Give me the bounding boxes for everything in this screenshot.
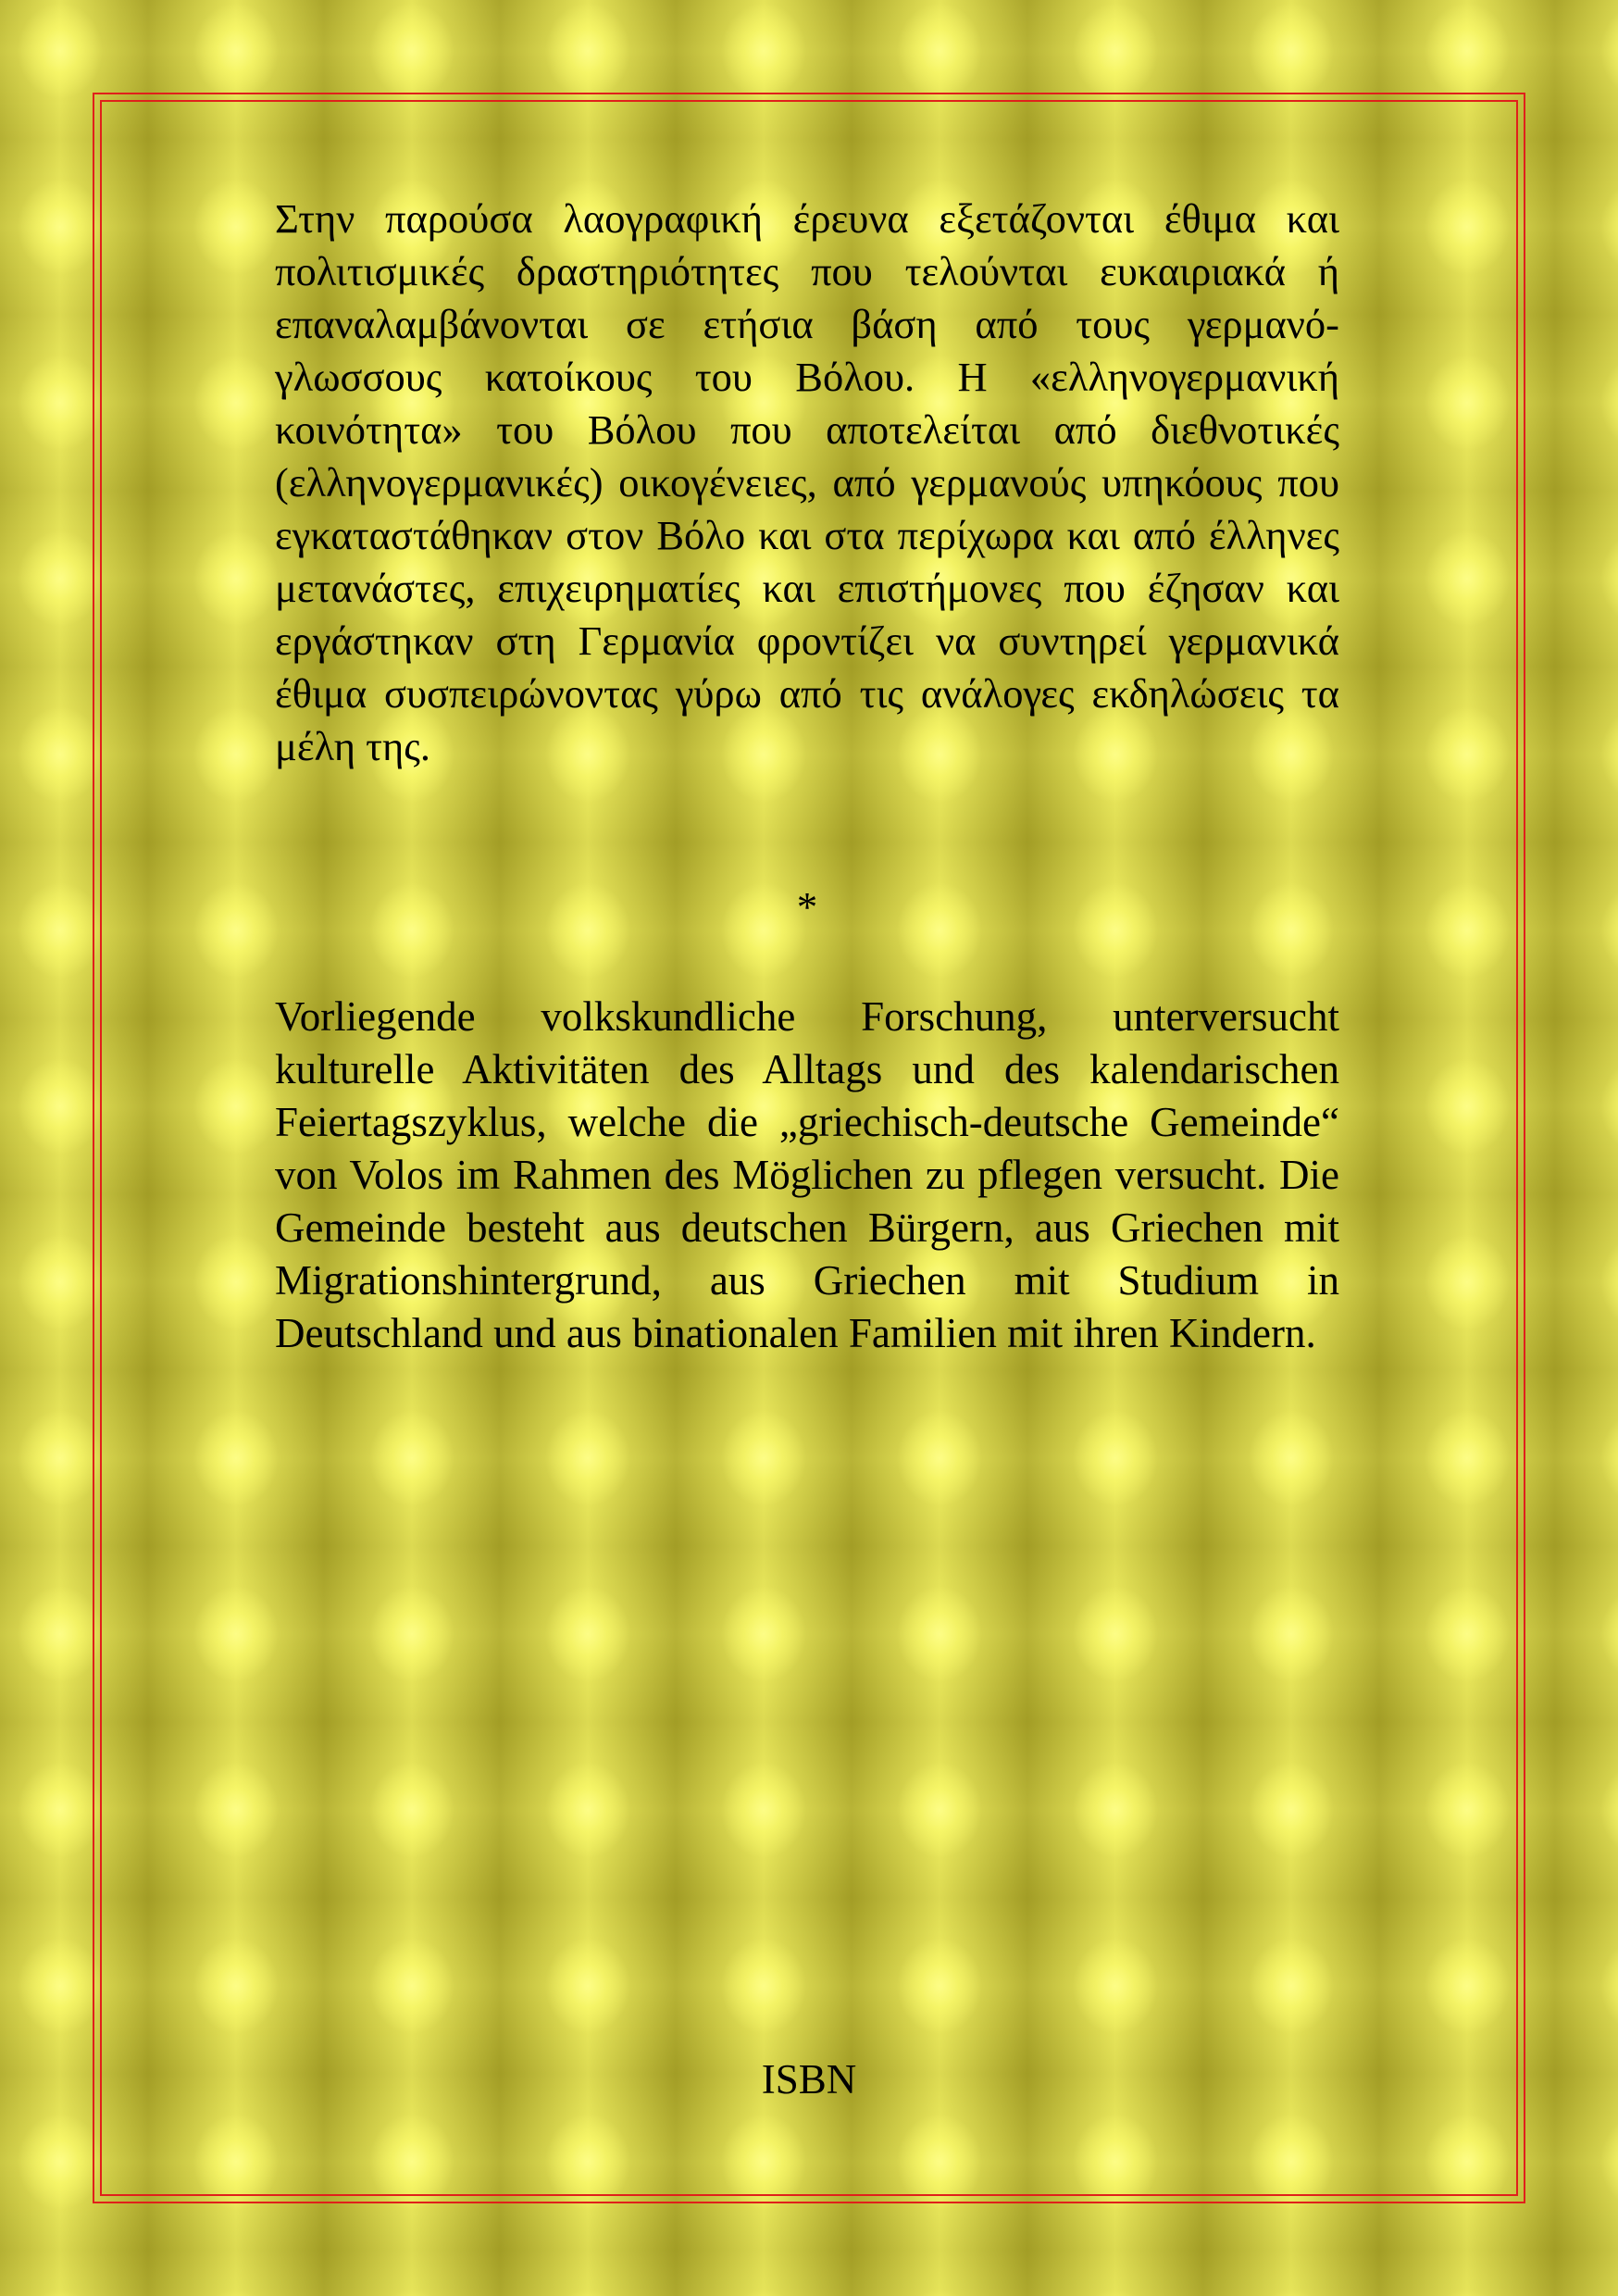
isbn-label: ISBN xyxy=(761,2056,857,2103)
greek-abstract-paragraph: Στην παρούσα λαογραφική έρευνα εξετάζονται έθιμα και πολιτισμικές δραστηριότητες που τελούνται ευκαιριακά ή επαναλαμβάνονται σε ετήσια βάση από τους γερμανό-γλωσσους κατοίκους του Βόλου. Η «ελληνογερμανική κοινότητα» του Βόλου που αποτελείται από διεθνοτικές (ελληνογερμανικές) οικογένειες, από γερμανούς υπηκόους που εγκαταστάθηκαν στον Βόλο και στα περίχωρα και από έλληνες μετανάστες, επιχειρηματίες και επιστήμονες που έζησαν και εργάστηκαν στη Γερμανία φροντίζει να συντηρεί γερμανικά έθιμα συσπειρώνοντας γύρω από τις ανάλογες εκδηλώσεις τα μέλη της. xyxy=(275,195,1339,769)
section-separator-asterisk: * xyxy=(796,884,818,930)
german-abstract-paragraph: Vorliegende volkskundliche Forschung, unterversucht kulturelle Aktivitäten des Alltags und des kalendarischen Feiertagszyklus, welche die „griechisch-deutsche Gemeinde“ von Volos im Rahmen des Möglichen zu pflegen versucht. Die Gemeinde besteht aus deutschen Bürgern, aus Griechen mit Migrationshintergrund, aus Griechen mit Studium in Deutschland und aus binationalen Familien mit ihren Kindern. xyxy=(275,993,1339,1356)
back-cover-text-block xyxy=(275,193,1339,1356)
